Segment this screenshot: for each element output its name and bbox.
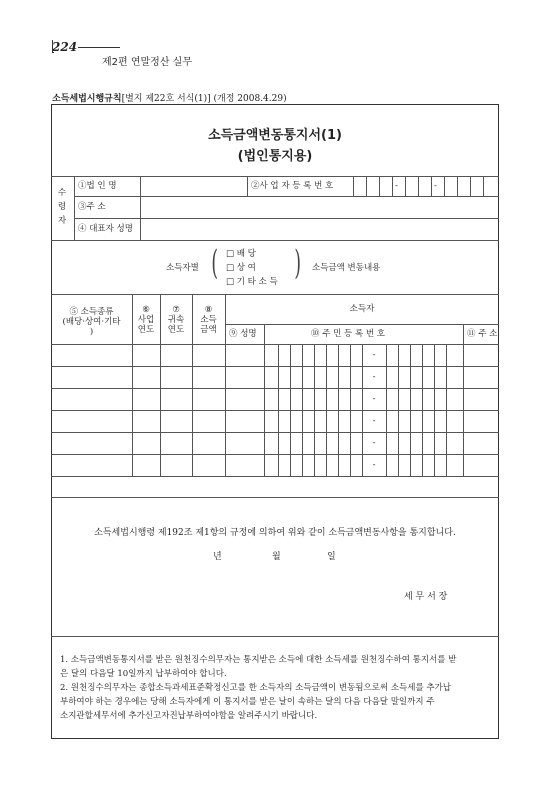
earner-header: 소득자 [349, 304, 375, 314]
recipient-label-3: 자 [57, 216, 67, 226]
col-biz-year-1: 사업 [137, 315, 155, 325]
corp-name-label: ①법 인 명 [78, 181, 117, 191]
col-amount-1: 소득 [200, 315, 217, 325]
left-paren: ( [211, 243, 218, 283]
row-dash: - [372, 350, 376, 360]
option-bonus: □ 상 여 [226, 263, 256, 273]
col-biz-year-2: 연도 [137, 325, 155, 335]
row-dash: - [372, 416, 376, 426]
income-type-right-label: 소득금액 변동내용 [312, 263, 381, 273]
biz-reg-no-label: ②사 업 자 등 록 번 호 [251, 181, 334, 191]
option-other: □ 기 타 소 득 [226, 277, 278, 287]
date-day: 일 [327, 552, 336, 562]
address-label: ③주 소 [78, 202, 106, 212]
col-amount-no: ⑧ [204, 305, 213, 315]
recipient-label-1: 수 [57, 188, 67, 198]
col-address: ⑪ 주 소 [467, 329, 498, 339]
note-line-2: 은 달의 다음달 10일까지 납부하여야 합니다. [60, 669, 227, 679]
col-income-type-sub2: ) [89, 327, 94, 337]
col-amount-2: 금액 [200, 325, 217, 335]
form-frame [51, 104, 499, 739]
col-name: ⑨ 성명 [229, 329, 257, 339]
form-title: 소득금액변동통지서(1) [208, 128, 342, 143]
income-type-left-label: 소득자별 [166, 263, 199, 273]
chapter-title: 제2편 연말정산 실무 [102, 57, 192, 68]
page-number: 224 [52, 40, 78, 54]
col-attr-year-1: 귀속 [167, 315, 185, 325]
page-header [52, 40, 232, 70]
row-dash: - [372, 438, 376, 448]
row-dash: - [372, 372, 376, 382]
biz-reg-dash-1: - [395, 181, 398, 191]
form-detail: [별지 제22호 서식(1)] (개정 2008.4.29) [121, 94, 287, 104]
row-dash: - [372, 394, 376, 404]
note-line-4: 부하여야 하는 경우에는 당해 소득자에게 이 통지서를 받은 날이 속하는 달의 다음 다음달 말일까지 주 [60, 697, 435, 707]
note-line-1: 1. 소득금액변동통지서를 받은 원천징수의무자는 통지받은 소득에 대한 소득세를 원천징수하여 통지서를 받 [60, 655, 457, 665]
col-attr-year-no: ⑦ [172, 305, 180, 315]
note-line-5: 소지관할세무서에 추가신고자진납부하여야함을 알려주시기 바랍니다. [60, 711, 318, 721]
form-subtitle: (법인통지용) [237, 149, 313, 164]
form-reference [52, 91, 287, 104]
option-dividend: □ 배 당 [226, 249, 256, 259]
note-line-3: 2. 원천징수의무자는 종합소득과세표준확정신고를 한 소득자의 소득금액이 변동됨으로써 소득세를 추가납 [60, 683, 452, 693]
row-dash: - [372, 460, 376, 470]
col-income-type-sub: (배당·상여·기타 [62, 317, 121, 327]
statement-text: 소득세법시행령 제192조 제1항의 규정에 의하여 위와 같이 소득금액변동사항을 통지합니다. [94, 528, 456, 538]
recipient-label-2: 령 [57, 202, 67, 212]
col-income-type: ⑤ 소득종류 [69, 307, 114, 317]
right-paren: ) [294, 243, 301, 283]
biz-reg-dash-2: - [434, 181, 437, 191]
col-biz-year-no: ⑥ [142, 305, 150, 315]
col-resident-no: ⑩ 주 민 등 록 번 호 [311, 329, 385, 339]
rep-name-label: ④ 대표자 성명 [78, 224, 133, 234]
tax-office: 세 무 서 장 [404, 592, 448, 602]
col-attr-year-2: 연도 [167, 325, 185, 335]
date-month: 월 [272, 552, 281, 562]
law-name: 소득세법시행규칙 [52, 94, 122, 104]
date-year: 년 [213, 552, 222, 562]
